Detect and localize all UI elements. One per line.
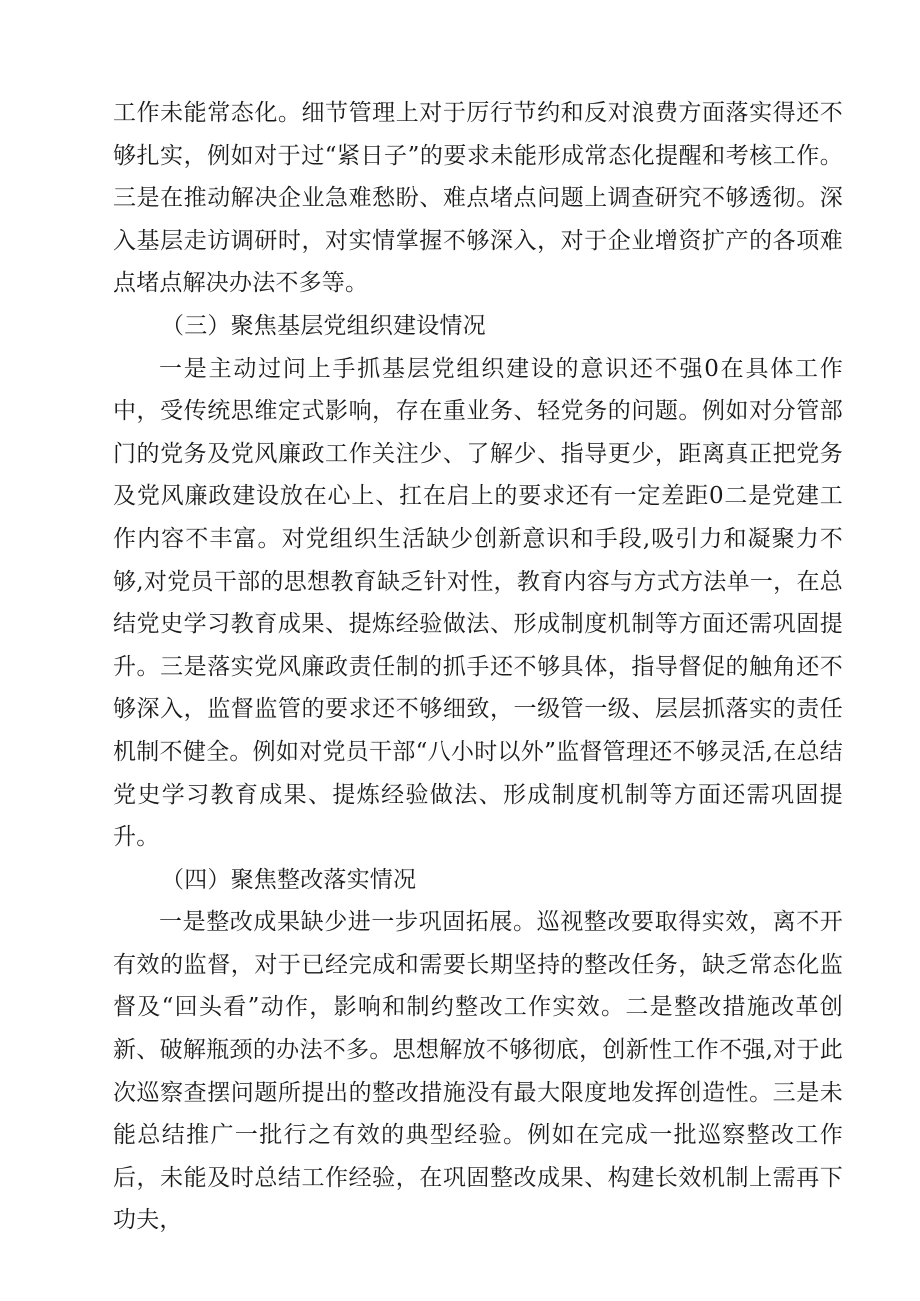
section-heading-4: （四）聚焦整改落实情况 <box>161 866 417 893</box>
paragraph-continued: 工作未能常态化。细节管理上对于厉行节约和反对浪费方面落实得还不够扎实，例如对于过“紧日子”的要求未能形成常态化提醒和考核工作。三是在推动解决企业急难愁盼、难点堵点问题上调查研究不够透彻。深入基层走访调研时，对实情掌握不够深入，对于企业增资扩产的各项难点堵点解决办法不多等。 <box>113 100 843 297</box>
paragraph-party-building: 一是主动过问上手抓基层党组织建设的意识还不强0在具体工作中，受传统思维定式影响，存在重业务、轻党务的问题。例如对分管部门的党务及党风廉政工作关注少、了解少、指导更少，距离真正把党务及党风廉政建设放在心上、扛在启上的要求还有一定差距0二是党建工作内容不丰富。对党组织生活缺少创新意识和手段,吸引力和凝聚力不够,对党员干部的思想教育缺乏针对性，教育内容与方式方法单一，在总结党史学习教育成果、提炼经验做法、形成制度机制等方面还需巩固提升。三是落实党风廉政责任制的抓手还不够具体，指导督促的触角还不够深入，监督监管的要求还不够细致，一级管一级、层层抓落实的责任机制不健全。例如对党员干部“八小时以外”监督管理还不够灵活,在总结党史学习教育成果、提炼经验做法、形成制度机制等方面还需巩固提升。 <box>113 355 843 851</box>
paragraph-rectification: 一是整改成果缺少进一步巩固拓展。巡视整改要取得实效，离不开有效的监督，对于已经完成和需要长期坚持的整改任务，缺乏常态化监督及“回头看”动作，影响和制约整改工作实效。二是整改措施改革创新、破解瓶颈的办法不多。思想解放不够彻底，创新性工作不强,对于此次巡察查摆问题所提出的整改措施没有最大限度地发挥创造性。三是未能总结推广一批行之有效的典型经验。例如在完成一批巡察整改工作后，未能及时总结工作经验，在巩固整改成果、构建长效机制上需再下功夫， <box>113 909 843 1234</box>
document-body <box>113 92 843 1242</box>
section-heading-3: （三）聚焦基层党组织建设情况 <box>161 312 486 339</box>
